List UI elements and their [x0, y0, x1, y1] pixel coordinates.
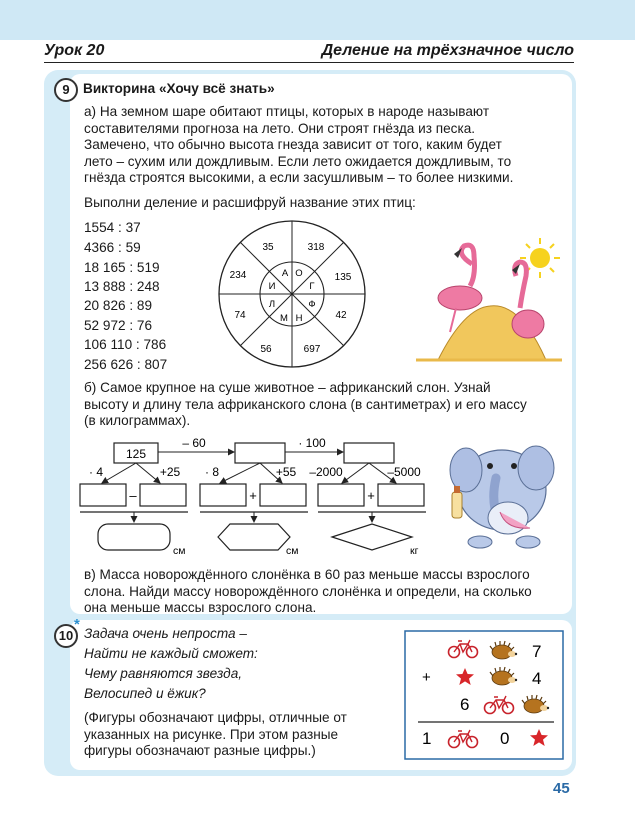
unit-label: см [286, 545, 299, 557]
equation: 20 826 : 89 [84, 298, 153, 313]
answer-rounded-box[interactable] [98, 524, 170, 550]
decoding-wheel [216, 218, 368, 370]
part-v-line: она меньше массы взрослого слона. [84, 600, 317, 616]
unit-label: см [173, 545, 186, 557]
task9-part-b [84, 380, 562, 430]
equation: 13 888 : 248 [84, 279, 160, 294]
note-line: (Фигуры обозначают цифры, отличные от [84, 710, 347, 725]
plus-sign: + [422, 669, 431, 686]
wheel-letter: Ф [308, 299, 316, 310]
part-a-line: Замечено, что обычно высота гнезда зависит от того, каким будет [84, 137, 502, 153]
branch-operation: +55 [275, 465, 297, 479]
task9-instruction: Выполни деление и расшифруй название этих птиц: [84, 195, 416, 210]
wheel-number: 56 [260, 344, 272, 355]
answer-diamond[interactable] [332, 524, 412, 550]
box-operator: – [129, 488, 137, 503]
poem-line: Найти не каждый сможет: [84, 646, 258, 661]
branch-operation: –5000 [387, 465, 421, 479]
unit-label: кг [410, 545, 419, 557]
wheel-number: 42 [335, 310, 347, 321]
part-a-line: лето – сухим или дождливым. Если лето ожидается дождливым, то [84, 153, 512, 169]
puzzle-digit: 1 [422, 729, 432, 748]
page-header [44, 42, 574, 63]
poem-line: Велосипед и ёжик? [84, 686, 206, 701]
part-b-line: высоту и длину тела африканского слона (в сантиметрах) и его массу [84, 396, 527, 412]
part-b-line: (в килограммах). [84, 413, 191, 429]
wheel-number: 318 [307, 242, 325, 253]
wheel-letter: Н [295, 313, 303, 324]
task9-part-a [84, 104, 562, 187]
lesson-topic: Деление на трёхзначное число [321, 42, 574, 59]
branch-operation: +25 [159, 465, 181, 479]
poem-line: Задача очень непроста – [84, 626, 247, 641]
note-line: фигуры обозначают разные цифры.) [84, 743, 316, 759]
equation: 256 626 : 807 [84, 357, 168, 372]
task9-title: Викторина «Хочу всё знать» [83, 81, 275, 96]
answer-box[interactable] [80, 484, 126, 506]
answer-box[interactable] [344, 443, 394, 463]
wheel-number: 697 [303, 344, 321, 355]
answer-box[interactable] [318, 484, 364, 506]
answer-box[interactable] [260, 484, 306, 506]
flamingo-illustration [416, 236, 562, 364]
wheel-number: 234 [229, 270, 247, 281]
puzzle-digit: 6 [460, 695, 470, 714]
wheel-number: 135 [334, 272, 352, 283]
wheel-letter: О [295, 268, 303, 279]
elephant-illustration [444, 438, 562, 552]
answer-box[interactable] [235, 443, 285, 463]
puzzle-digit: 0 [500, 729, 510, 748]
part-v-line: слона. Найди массу новорождённого слонёнка и определи, на сколько [84, 583, 532, 599]
answer-box[interactable] [140, 484, 186, 506]
equation: 1554 : 37 [84, 220, 141, 235]
branch-operation: · 4 [88, 465, 104, 479]
milk-bottle [452, 492, 462, 518]
wheel-number: 35 [262, 242, 274, 253]
answer-box[interactable] [378, 484, 424, 506]
lesson-label: Урок 20 [44, 42, 105, 59]
calculation-chain [76, 434, 436, 558]
branch-operation: –2000 [309, 465, 343, 479]
chain-operation: – 60 [182, 436, 206, 450]
top-color-band [0, 0, 635, 40]
poem-line: Чему равняются звезда, [84, 666, 243, 681]
task9-part-v [84, 567, 562, 617]
sun-icon [530, 248, 550, 268]
part-a-line: гнёзда строятся высокими, а если засушливым – то более низкими. [84, 170, 514, 186]
challenge-star: * [74, 616, 80, 633]
answer-hexagon[interactable] [218, 524, 290, 550]
equation: 52 972 : 76 [84, 318, 153, 333]
wheel-letter: М [280, 313, 288, 324]
box-operator: + [367, 488, 375, 503]
puzzle-digit: 4 [532, 669, 542, 688]
wheel-letter: И [268, 281, 276, 292]
task9-number: 9 [54, 78, 78, 102]
box-operator: + [249, 488, 257, 503]
wheel-number: 74 [234, 310, 246, 321]
wheel-letter: Л [268, 299, 276, 310]
chain-operation: · 100 [298, 436, 326, 450]
wheel-letter: А [281, 268, 289, 279]
part-a-line: составителями прогноза на лето. Они строят гнёзда из песка. [84, 120, 476, 136]
task10-number: 10 [54, 624, 78, 648]
wheel-letter: Г [309, 281, 315, 292]
part-b-line: б) Самое крупное на суше животное – африканский слон. Узнай [84, 380, 491, 395]
branch-operation: · 8 [204, 465, 220, 479]
page-number: 45 [553, 780, 570, 797]
puzzle-digit: 7 [532, 642, 542, 661]
equation: 106 110 : 786 [84, 337, 167, 352]
equation: 18 165 : 519 [84, 260, 160, 275]
equation: 4366 : 59 [84, 240, 141, 255]
task10-note [84, 710, 380, 760]
answer-box[interactable] [200, 484, 246, 506]
note-line: указанных на рисунке. При этом разные [84, 726, 339, 742]
part-v-line: в) Масса новорождённого слонёнка в 60 раз меньше массы взрослого [84, 567, 530, 582]
rebus-puzzle [404, 630, 564, 760]
start-value: 125 [125, 447, 147, 461]
part-a-line: а) На земном шаре обитают птицы, которых в народе называют [84, 104, 490, 119]
